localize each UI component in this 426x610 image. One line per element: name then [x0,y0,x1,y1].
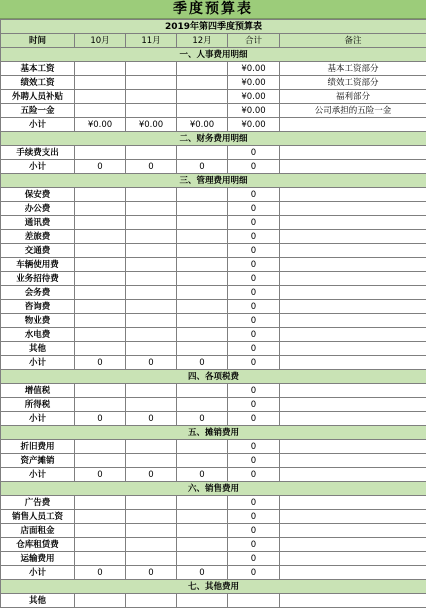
value-cell-m10[interactable] [75,90,126,104]
value-cell-m11[interactable] [126,314,177,328]
value-cell-m10[interactable] [75,342,126,356]
row-label: 五险一金 [1,104,75,118]
value-cell-m10[interactable] [75,146,126,160]
table-row [1,104,426,118]
remark-cell[interactable]: 公司承担的五险一金 [280,104,426,118]
value-cell-m11[interactable] [126,510,177,524]
value-cell-m11[interactable]: 0 [126,160,177,174]
section-heading: 二、财务费用明细 [1,132,426,146]
value-cell-m12[interactable] [177,146,228,160]
value-cell-m10[interactable] [75,244,126,258]
value-cell-m10[interactable] [75,230,126,244]
value-cell-m11[interactable] [126,286,177,300]
value-cell-m11[interactable] [126,258,177,272]
remark-cell[interactable] [280,286,426,300]
table-row [1,552,426,566]
value-cell-m10[interactable]: 0 [75,412,126,426]
row-label: 小计 [1,160,75,174]
remark-cell[interactable] [280,216,426,230]
row-label: 小计 [1,118,75,132]
value-cell-m11[interactable] [126,594,177,608]
value-cell-total[interactable]: 0 [228,524,280,538]
row-label: 增值税 [1,384,75,398]
value-cell-m11[interactable] [126,538,177,552]
section-heading: 三、管理费用明细 [1,174,426,188]
table-row [1,90,426,104]
header-nov: 11月 [126,34,177,48]
table-row [1,454,426,468]
remark-cell[interactable] [280,552,426,566]
sheet-title: 季度预算表 [0,0,426,19]
header-remark: 备注 [280,34,426,48]
row-label: 绩效工资 [1,76,75,90]
table-row [1,328,426,342]
value-cell-m10[interactable]: 0 [75,468,126,482]
remark-cell[interactable]: 绩效工资部分 [280,76,426,90]
row-label: 销售人员工资 [1,510,75,524]
subtotal-row [1,356,426,370]
value-cell-m11[interactable]: 0 [126,566,177,580]
table-row [1,286,426,300]
header-time: 时间 [1,34,75,48]
header-oct: 10月 [75,34,126,48]
row-label: 业务招待费 [1,272,75,286]
remark-cell[interactable] [280,188,426,202]
value-cell-m12[interactable] [177,244,228,258]
value-cell-m11[interactable] [126,90,177,104]
table-row [1,384,426,398]
value-cell-m10[interactable] [75,216,126,230]
value-cell-m12[interactable] [177,510,228,524]
remark-cell[interactable] [280,468,426,482]
value-cell-total[interactable]: ¥0.00 [228,76,280,90]
value-cell-total[interactable]: 0 [228,566,280,580]
value-cell-total[interactable]: 0 [228,146,280,160]
subtotal-row [1,566,426,580]
value-cell-m10[interactable] [75,286,126,300]
value-cell-m11[interactable] [126,146,177,160]
section-header-row [1,426,426,440]
value-cell-total[interactable]: 0 [228,496,280,510]
value-cell-m12[interactable] [177,188,228,202]
value-cell-m12[interactable] [177,496,228,510]
value-cell-m12[interactable] [177,342,228,356]
row-label: 会务费 [1,286,75,300]
remark-cell[interactable] [280,510,426,524]
row-label: 店面租金 [1,524,75,538]
row-label: 车辆使用费 [1,258,75,272]
row-label: 基本工资 [1,62,75,76]
value-cell-total[interactable]: 0 [228,202,280,216]
value-cell-m12[interactable]: 0 [177,412,228,426]
value-cell-m10[interactable] [75,440,126,454]
value-cell-total[interactable]: 0 [228,454,280,468]
value-cell-m11[interactable] [126,454,177,468]
value-cell-m11[interactable]: 0 [126,412,177,426]
value-cell-total[interactable]: 0 [228,510,280,524]
remark-cell[interactable] [280,538,426,552]
value-cell-total[interactable]: 0 [228,328,280,342]
value-cell-m12[interactable] [177,300,228,314]
value-cell-m11[interactable] [126,272,177,286]
row-label: 其他 [1,594,75,608]
value-cell-m10[interactable] [75,594,126,608]
table-row [1,202,426,216]
value-cell-m10[interactable] [75,384,126,398]
value-cell-total[interactable]: 0 [228,314,280,328]
remark-cell[interactable] [280,594,426,608]
value-cell-m11[interactable] [126,76,177,90]
value-cell-m10[interactable] [75,202,126,216]
row-label: 运输费用 [1,552,75,566]
remark-cell[interactable]: 基本工资部分 [280,62,426,76]
value-cell-m10[interactable] [75,62,126,76]
value-cell-m12[interactable] [177,202,228,216]
row-label: 小计 [1,356,75,370]
table-row [1,524,426,538]
value-cell-m11[interactable] [126,104,177,118]
row-label: 仓库租赁费 [1,538,75,552]
section-heading: 五、摊销费用 [1,426,426,440]
value-cell-m11[interactable] [126,398,177,412]
value-cell-m12[interactable] [177,216,228,230]
budget-table [0,19,426,608]
remark-cell[interactable] [280,566,426,580]
row-label: 外聘人员补贴 [1,90,75,104]
value-cell-total[interactable]: 0 [228,272,280,286]
section-header-row [1,132,426,146]
remark-cell[interactable] [280,314,426,328]
table-row [1,440,426,454]
table-row [1,300,426,314]
value-cell-m11[interactable] [126,300,177,314]
remark-cell[interactable] [280,440,426,454]
remark-cell[interactable] [280,356,426,370]
value-cell-m11[interactable] [126,384,177,398]
value-cell-m10[interactable] [75,496,126,510]
remark-cell[interactable] [280,118,426,132]
remark-cell[interactable] [280,202,426,216]
row-label: 差旅费 [1,230,75,244]
value-cell-m10[interactable]: 0 [75,356,126,370]
value-cell-total[interactable]: 0 [228,412,280,426]
remark-cell[interactable] [280,412,426,426]
section-header-row [1,482,426,496]
table-row [1,216,426,230]
value-cell-total[interactable]: 0 [228,342,280,356]
table-row [1,244,426,258]
value-cell-m12[interactable] [177,90,228,104]
value-cell-total[interactable] [228,594,280,608]
remark-cell[interactable] [280,272,426,286]
table-row [1,76,426,90]
value-cell-m12[interactable] [177,76,228,90]
value-cell-m12[interactable] [177,286,228,300]
value-cell-total[interactable]: 0 [228,244,280,258]
value-cell-total[interactable]: 0 [228,398,280,412]
value-cell-m12[interactable] [177,314,228,328]
header-total: 合计 [228,34,280,48]
remark-cell[interactable] [280,454,426,468]
value-cell-m12[interactable] [177,62,228,76]
value-cell-m10[interactable] [75,454,126,468]
value-cell-total[interactable]: 0 [228,230,280,244]
value-cell-m12[interactable] [177,440,228,454]
value-cell-m12[interactable]: 0 [177,356,228,370]
table-row [1,342,426,356]
value-cell-m10[interactable] [75,552,126,566]
value-cell-m10[interactable] [75,538,126,552]
row-label: 办公费 [1,202,75,216]
value-cell-m10[interactable]: 0 [75,566,126,580]
header-row [1,34,426,48]
subtotal-row [1,468,426,482]
remark-cell[interactable] [280,384,426,398]
value-cell-m12[interactable] [177,258,228,272]
value-cell-total[interactable]: 0 [228,258,280,272]
remark-cell[interactable] [280,244,426,258]
value-cell-total[interactable]: 0 [228,188,280,202]
value-cell-m10[interactable] [75,258,126,272]
value-cell-m10[interactable] [75,328,126,342]
section-header-row [1,580,426,594]
row-label: 通讯费 [1,216,75,230]
value-cell-m12[interactable]: 0 [177,468,228,482]
remark-cell[interactable] [280,524,426,538]
value-cell-total[interactable]: ¥0.00 [228,118,280,132]
value-cell-m11[interactable] [126,524,177,538]
row-label: 保安费 [1,188,75,202]
value-cell-m12[interactable]: 0 [177,160,228,174]
table-row [1,272,426,286]
table-row [1,146,426,160]
subtotal-row [1,412,426,426]
section-header-row [1,370,426,384]
remark-cell[interactable] [280,328,426,342]
value-cell-m10[interactable] [75,398,126,412]
value-cell-total[interactable]: 0 [228,286,280,300]
value-cell-m11[interactable] [126,202,177,216]
remark-cell[interactable] [280,230,426,244]
row-label: 折旧费用 [1,440,75,454]
table-row [1,188,426,202]
value-cell-m12[interactable]: 0 [177,566,228,580]
value-cell-total[interactable]: ¥0.00 [228,90,280,104]
value-cell-m10[interactable]: 0 [75,160,126,174]
value-cell-m10[interactable] [75,510,126,524]
value-cell-total[interactable]: 0 [228,468,280,482]
remark-cell[interactable] [280,258,426,272]
value-cell-total[interactable]: ¥0.00 [228,62,280,76]
section-header-row [1,48,426,62]
value-cell-m11[interactable] [126,342,177,356]
value-cell-m11[interactable] [126,62,177,76]
row-label: 物业费 [1,314,75,328]
value-cell-total[interactable]: 0 [228,160,280,174]
value-cell-m12[interactable] [177,272,228,286]
value-cell-m11[interactable] [126,440,177,454]
value-cell-m11[interactable] [126,496,177,510]
section-header-row [1,174,426,188]
value-cell-m11[interactable]: ¥0.00 [126,118,177,132]
value-cell-m11[interactable] [126,244,177,258]
value-cell-m10[interactable] [75,300,126,314]
value-cell-total[interactable]: ¥0.00 [228,104,280,118]
value-cell-m12[interactable] [177,538,228,552]
table-row [1,230,426,244]
row-label: 所得税 [1,398,75,412]
table-row [1,538,426,552]
value-cell-total[interactable]: 0 [228,216,280,230]
row-label: 小计 [1,412,75,426]
table-row [1,258,426,272]
row-label: 手续费支出 [1,146,75,160]
value-cell-m11[interactable]: 0 [126,468,177,482]
remark-cell[interactable] [280,146,426,160]
row-label: 资产摊销 [1,454,75,468]
table-row [1,496,426,510]
row-label: 水电费 [1,328,75,342]
value-cell-m12[interactable] [177,594,228,608]
value-cell-m12[interactable] [177,398,228,412]
value-cell-m11[interactable] [126,188,177,202]
value-cell-total[interactable]: 0 [228,300,280,314]
remark-cell[interactable]: 福利部分 [280,90,426,104]
value-cell-m12[interactable] [177,552,228,566]
remark-cell[interactable] [280,300,426,314]
value-cell-m10[interactable] [75,188,126,202]
value-cell-m12[interactable] [177,384,228,398]
remark-cell[interactable] [280,160,426,174]
table-row [1,398,426,412]
value-cell-m10[interactable] [75,104,126,118]
value-cell-total[interactable]: 0 [228,440,280,454]
header-dec: 12月 [177,34,228,48]
value-cell-m10[interactable] [75,76,126,90]
value-cell-m12[interactable] [177,524,228,538]
value-cell-m12[interactable] [177,230,228,244]
value-cell-m11[interactable]: 0 [126,356,177,370]
row-label: 广告费 [1,496,75,510]
value-cell-m10[interactable] [75,524,126,538]
section-heading: 一、人事费用明细 [1,48,426,62]
remark-cell[interactable] [280,342,426,356]
value-cell-m11[interactable] [126,216,177,230]
remark-cell[interactable] [280,398,426,412]
table-row [1,314,426,328]
value-cell-m12[interactable] [177,328,228,342]
value-cell-total[interactable]: 0 [228,538,280,552]
value-cell-m11[interactable] [126,230,177,244]
value-cell-total[interactable]: 0 [228,552,280,566]
subtotal-row [1,160,426,174]
table-row [1,594,426,608]
section-heading: 七、其他费用 [1,580,426,594]
row-label: 其他 [1,342,75,356]
row-label: 咨询费 [1,300,75,314]
section-heading: 四、各项税费 [1,370,426,384]
value-cell-m10[interactable] [75,272,126,286]
value-cell-m12[interactable] [177,104,228,118]
value-cell-total[interactable]: 0 [228,384,280,398]
value-cell-m12[interactable]: ¥0.00 [177,118,228,132]
table-row [1,510,426,524]
row-label: 交通费 [1,244,75,258]
value-cell-m11[interactable] [126,552,177,566]
value-cell-m11[interactable] [126,328,177,342]
value-cell-m12[interactable] [177,454,228,468]
subtitle-row [1,20,426,34]
value-cell-total[interactable]: 0 [228,356,280,370]
section-heading: 六、销售费用 [1,482,426,496]
remark-cell[interactable] [280,496,426,510]
subtotal-row [1,118,426,132]
row-label: 小计 [1,468,75,482]
sheet-subtitle: 2019年第四季度预算表 [1,20,426,34]
table-row [1,62,426,76]
value-cell-m10[interactable]: ¥0.00 [75,118,126,132]
row-label: 小计 [1,566,75,580]
value-cell-m10[interactable] [75,314,126,328]
